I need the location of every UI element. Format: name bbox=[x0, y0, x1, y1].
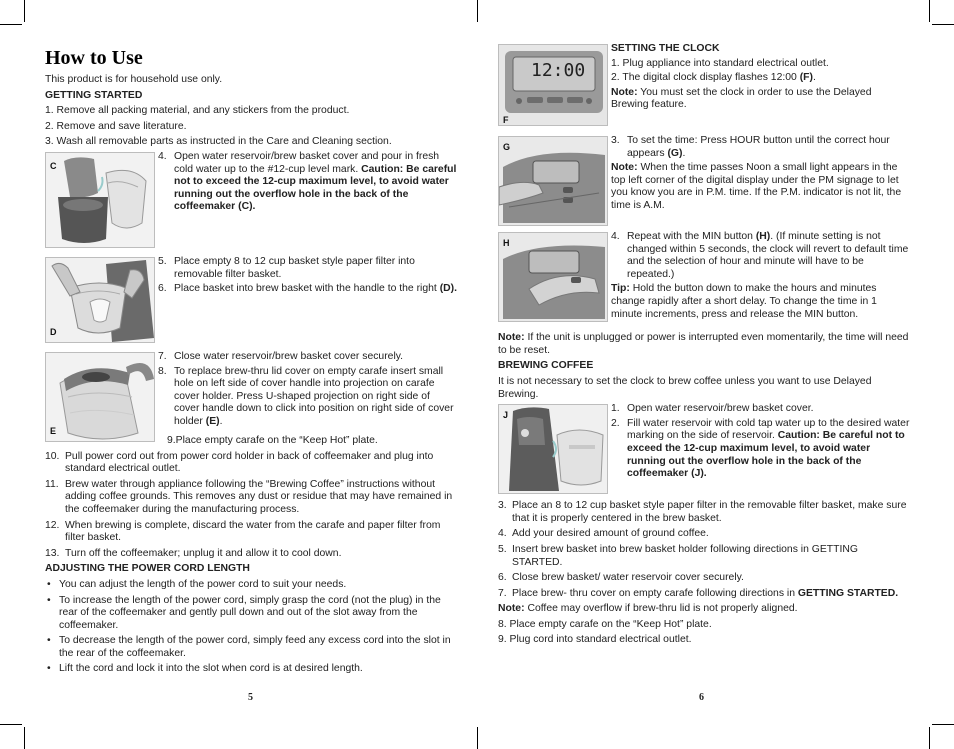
figure-g-row bbox=[498, 136, 910, 226]
figure-e-illustration bbox=[45, 352, 155, 442]
brew-step-1: 1. Open water reservoir/brew basket cover. bbox=[611, 403, 814, 415]
figure-f-text bbox=[608, 43, 910, 115]
clock-tip: Tip: Hold the button down to make the hours and minutes change rapidly after a short delay. To change the time in 1 minute increments, press and release the MIN button. bbox=[611, 283, 877, 320]
figure-g-label: G bbox=[503, 142, 511, 152]
figure-j-row bbox=[498, 404, 910, 494]
getting-started-heading: GETTING STARTED bbox=[45, 89, 143, 101]
crop-mark bbox=[932, 24, 954, 25]
figure-h-text bbox=[608, 231, 910, 324]
crop-mark bbox=[0, 24, 22, 25]
figure-d-row bbox=[45, 257, 457, 343]
clock-note: Note: You must set the clock in order to use the Delayed Brewing feature. bbox=[611, 86, 872, 111]
clock-display-illustration bbox=[499, 45, 608, 126]
brew-step-9: 9. Plug cord into standard electrical outlet. bbox=[498, 634, 692, 646]
brew-step-4: 4. Add your desired amount of ground coffee. bbox=[498, 528, 709, 540]
brew-step-2: 2. Fill water reservoir with cold tap water up to the desired water marking on the side of reservoir. Caution: Be careful not to exceed the 12-cup maximum level, to avoid water running out the overflow hole in the back of the coffeemaker (J). bbox=[611, 417, 910, 480]
crop-mark bbox=[929, 0, 930, 22]
page-number-left: 5 bbox=[248, 692, 253, 703]
figure-c-text bbox=[155, 151, 457, 216]
clock-step-1: 1. Plug appliance into standard electrical outlet. bbox=[611, 57, 829, 69]
min-button-illustration bbox=[499, 233, 608, 322]
brewing-coffee-heading: BREWING COFFEE bbox=[498, 360, 594, 372]
step-2: 2. Remove and save literature. bbox=[45, 120, 187, 132]
brew-step-5: 5. Insert brew basket into brew basket holder following directions in GETTING STARTED. bbox=[498, 543, 858, 568]
figure-j-text bbox=[608, 403, 910, 483]
step-6: 6. Place basket into brew basket with the handle to the right (D). bbox=[158, 283, 458, 295]
left-page bbox=[45, 44, 457, 679]
crop-mark bbox=[0, 724, 22, 725]
setting-clock-heading: SETTING THE CLOCK bbox=[611, 43, 720, 54]
page-title: How to Use bbox=[45, 47, 143, 69]
clock-step-3: 3. To set the time: Press HOUR button until the correct hour appears (G). bbox=[611, 135, 890, 159]
crop-mark bbox=[932, 724, 954, 725]
brew-lid-note: Note: Coffee may overflow if brew-thru lid is not properly aligned. bbox=[498, 603, 798, 615]
step-13: 13. Turn off the coffeemaker; unplug it and allow it to cool down. bbox=[45, 547, 342, 559]
clock-step-4: 4. Repeat with the MIN button (H). (If minute setting is not changed within 5 seconds, the clock will revert to default time and the selection of hour and minute will have to be repeated.) bbox=[611, 231, 909, 280]
filter-basket-illustration bbox=[46, 258, 155, 343]
step-4: 4. Open water reservoir/brew basket cover and pour in fresh cold water up to the #12-cup level mark. Caution: Be careful not to exceed the 12-cup maximum level, to avoid water running out the overflow hole in the back of the coffeemaker (C). bbox=[158, 150, 457, 213]
power-cord-heading: ADJUSTING THE POWER CORD LENGTH bbox=[45, 563, 250, 575]
crop-mark bbox=[24, 0, 25, 22]
cord-bullet: • You can adjust the length of the power cord to suit your needs. bbox=[47, 578, 347, 590]
figure-f-label: F bbox=[503, 115, 509, 125]
figure-c-label: C bbox=[50, 160, 57, 171]
figure-h-row bbox=[498, 232, 910, 324]
fill-reservoir-illustration bbox=[499, 405, 608, 494]
intro-text: This product is for household use only. bbox=[45, 74, 223, 85]
figure-f-illustration bbox=[498, 44, 608, 126]
step-8: 8. To replace brew-thru lid cover on empty carafe insert small hole on left side of cover handle into projection on carafe cover holder. Press U-shaped projection on right side of cover handle down to click into position on right side of cover holder (E). bbox=[158, 365, 454, 427]
step-9: 9.Place empty carafe on the “Keep Hot” plate. bbox=[167, 434, 378, 446]
cord-bullet: • To decrease the length of the power cord, simply feed any excess cord into the slot in the rear of the coffeemaker. bbox=[47, 635, 451, 659]
figure-h-label: H bbox=[503, 238, 510, 248]
pm-note: Note: When the time passes Noon a small light appears in the top left corner of the digital display under the PM signage to let you know you are in P.M. time. If the P.M. indicator is not lit, the time is A.M. bbox=[611, 162, 902, 211]
figure-e-label: E bbox=[50, 425, 57, 436]
figure-g-text bbox=[608, 135, 910, 216]
figure-j-illustration bbox=[498, 404, 608, 494]
hour-button-illustration bbox=[499, 137, 608, 226]
step-10: 10. Pull power cord out from power cord holder in back of coffeemaker and plug into standard electrical outlet. bbox=[45, 450, 434, 475]
figure-g-illustration bbox=[498, 136, 608, 226]
figure-c-illustration bbox=[45, 152, 155, 248]
figure-h-illustration bbox=[498, 232, 608, 322]
step-1: 1. Remove all packing material, and any stickers from the product. bbox=[45, 105, 350, 117]
brew-step-3: 3. Place an 8 to 12 cup basket style paper filter in the removable filter basket, make sure that it is properly centered in the brew basket. bbox=[498, 500, 907, 524]
figure-d-text bbox=[155, 256, 457, 298]
brew-step-8: 8. Place empty carafe on the “Keep Hot” plate. bbox=[498, 618, 712, 630]
figure-d-illustration bbox=[45, 257, 155, 343]
brewing-intro: It is not necessary to set the clock to brew coffee unless you want to use Delayed Brewing. bbox=[498, 375, 872, 400]
figure-f-row bbox=[498, 44, 910, 126]
crop-mark bbox=[929, 727, 930, 749]
cord-bullet: • To increase the length of the power cord, simply grasp the cord (not the plug) in the rear of the coffeemaker and gently pull down and out of the slot away from the coffeemaker. bbox=[47, 594, 441, 631]
page-number-right: 6 bbox=[699, 692, 704, 703]
step-5: 5. Place empty 8 to 12 cup basket style paper filter into removable filter basket. bbox=[158, 255, 415, 280]
figure-d-label: D bbox=[50, 326, 57, 337]
center-crop-mark bbox=[477, 0, 478, 22]
coffeemaker-pour-illustration bbox=[46, 153, 155, 248]
center-crop-mark bbox=[477, 727, 478, 749]
right-page bbox=[498, 44, 910, 650]
carafe-lid-illustration bbox=[46, 353, 155, 442]
brew-step-6: 6. Close brew basket/ water reservoir cover securely. bbox=[498, 572, 744, 584]
reset-note: Note: If the unit is unplugged or power is interrupted even momentarily, the time will need to be reset. bbox=[498, 332, 909, 356]
brew-step-7: 7. Place brew- thru cover on empty carafe following directions in GETTING STARTED. bbox=[498, 587, 899, 599]
crop-mark bbox=[24, 727, 25, 749]
figure-e-row bbox=[45, 352, 457, 442]
step-3: 3. Wash all removable parts as instructed in the Care and Cleaning section. bbox=[45, 136, 392, 148]
figure-e-text bbox=[155, 351, 457, 431]
step-7: 7. Close water reservoir/brew basket cover securely. bbox=[158, 350, 404, 362]
figure-j-label: J bbox=[503, 410, 509, 421]
clock-display-digits: 12:00 bbox=[531, 60, 586, 81]
step-11: 11. Brew water through appliance following the “Brewing Coffee” instructions without adding coffee grounds. This removes any dust or residue that may have remained in the coffeemaker during the manufacturing process. bbox=[45, 478, 453, 515]
step-12: 12. When brewing is complete, discard the water from the carafe and paper filter from filter basket. bbox=[45, 519, 441, 544]
figure-c-row bbox=[45, 152, 457, 248]
cord-bullet: • Lift the cord and lock it into the slot when cord is at desired length. bbox=[47, 663, 363, 675]
clock-step-2: 2. The digital clock display flashes 12:00 (F). bbox=[611, 72, 816, 84]
